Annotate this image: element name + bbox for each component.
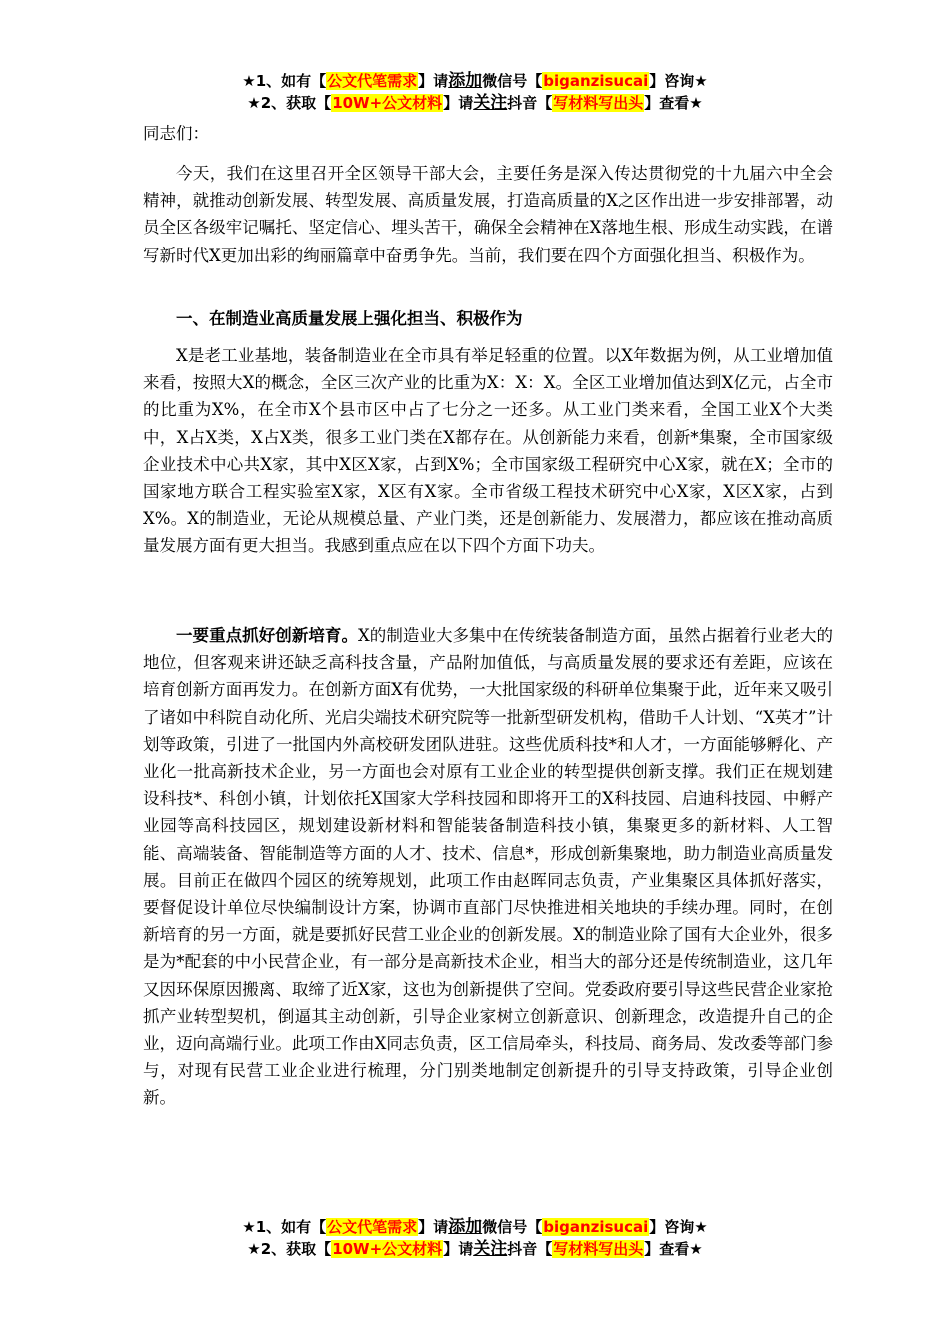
banner-text: 】查看★ <box>644 1240 703 1258</box>
emphasis-text: 关注 <box>473 93 508 113</box>
highlight-text: 写材料写出头 <box>553 94 644 112</box>
heading-text: 一、在制造业高质量发展上强化担当、积极作为 <box>176 309 523 328</box>
top-banner <box>0 70 950 114</box>
banner-text: 抖音【 <box>507 94 553 112</box>
paragraph-body: X的制造业大多集中在传统装备制造方面，虽然占据着行业老大的地位，但客观来讲还缺乏高科技含量，产品附加值低，与高质量发展的要求还有差距，应该在培育创新方面再发力。在创新方面X有优势，一大批国家级的科研单位集聚于此，近年来又吸引了诸如中科院自动化所、光启尖端技术研究院等一批新型研发机构，借助千人计划、“X英才”计划等政策，引进了一批国内外高校研发团队进驻。这些优质科技*和人才，一方面能够孵化、产业化一批高新技术企业，另一方面也会对原有工业企业的转型提供创新支撑。我们正在规划建设科技*、科创小镇，计划依托X国家大学科技园和即将开工的X科技园、启迪科技园、中孵产业园等高科技园区，规划建设新材料和智能装备制造科技小镇，集聚更多的新材料、人工智能、高端装备、智能制造等方面的人才、技术、信息*，形成创新集聚地，助力制造业高质量发展。目前正在做四个园区的统筹规划，此项工作由赵晖同志负责，产业集聚区具体抓好落实，要督促设计单位尽快编制设计方案，协调市直部门尽快推进相关地块的手续办理。同时，在创新培育的另一方面，就是要抓好民营工业企业的创新发展。X的制造业除了国有大企业外，很多是为*配套的中小民营企业，有一部分是高新技术企业，相当大的部分还是传统制造业，这几年又因环保原因搬离、取缔了近X家，这也为创新提供了空间。党委政府要引导这些民营企业家抢抓产业转型契机，倒逼其主动创新，引导企业家树立创新意识、创新理念，改造提升自己的企业，迈向高端行业。此项工作由X同志负责，区工信局牵头，科技局、商务局、发改委等部门参与，对现有民营工业企业进行梳理，分门别类地制定创新提升的引导支持政策，引导企业创新。 <box>143 626 834 1108</box>
emphasis-text: 关注 <box>473 1239 508 1259</box>
banner-text: 】请 <box>443 94 474 112</box>
paragraph-2 <box>143 622 833 1112</box>
banner-text: 】请 <box>418 72 449 90</box>
highlight-text: 公文代笔需求 <box>327 72 418 90</box>
banner-text: 1、如有【 <box>255 1218 327 1236</box>
paragraph-lead: 一要重点抓好创新培育。 <box>176 626 358 645</box>
salutation: 同志们： <box>143 124 209 143</box>
emphasis-text: 添加 <box>448 71 483 91</box>
bottom-banner <box>0 1216 950 1260</box>
banner-text: 微信号【 <box>482 1218 543 1236</box>
banner-text: 抖音【 <box>507 1240 553 1258</box>
banner-line-1 <box>0 1216 950 1238</box>
emphasis-text: 添加 <box>448 1217 483 1237</box>
star-glyph: ★ <box>242 1218 256 1236</box>
highlight-text: biganzisucai <box>543 1218 649 1236</box>
paragraph-1: X是老工业基地，装备制造业在全市具有举足轻重的位置。以X年数据为例，从工业增加值来看，按照大X的概念，全区三次产业的比重为X：X：X。全区工业增加值达到X亿元，占全市的比重为X%，在全市X个县市区中占了七分之一还多。从工业门类来看，全国工业X个大类中，X占X类，X占X类，很多工业门类在X都存在。从创新能力来看，创新*集聚，全市国家级企业技术中心共X家，其中X区X家，占到X%；全市国家级工程研究中心X家，就在X；全市的国家地方联合工程实验室X家，X区有X家。全市省级工程技术研究中心X家，X区X家，占到X%。X的制造业，无论从规模总量、产业门类，还是创新能力、发展潜力，都应该在推动高质量发展方面有更大担当。我感到重点应在以下四个方面下功夫。 <box>143 346 833 556</box>
banner-line-2 <box>0 92 950 114</box>
banner-text: 】请 <box>443 1240 474 1258</box>
paragraph-1-section <box>143 342 833 560</box>
highlight-text: 写材料写出头 <box>553 1240 644 1258</box>
paragraph-2-section <box>143 622 833 1112</box>
star-glyph: ★ <box>242 72 256 90</box>
highlight-text: 公文代笔需求 <box>327 1218 418 1236</box>
banner-text: 微信号【 <box>482 72 543 90</box>
banner-text: 】咨询★ <box>649 1218 708 1236</box>
banner-line-1 <box>0 70 950 92</box>
intro-section <box>143 160 833 269</box>
star-glyph: ★ <box>247 1240 261 1258</box>
highlight-text: 10W+公文材料 <box>332 1240 443 1258</box>
intro-paragraph: 今天，我们在这里召开全区领导干部大会，主要任务是深入传达贯彻党的十九届六中全会精神，就推动创新发展、转型发展、高质量发展，打造高质量的X之区作出进一步安排部署，动员全区各级牢记嘱托、坚定信心、埋头苦干，确保全会精神在X落地生根、形成生动实践，在谱写新时代X更加出彩的绚丽篇章中奋勇争先。当前，我们要在四个方面强化担当、积极作为。 <box>143 164 833 265</box>
banner-text: 】请 <box>418 1218 449 1236</box>
highlight-text: 10W+公文材料 <box>332 94 443 112</box>
banner-text: 1、如有【 <box>255 72 327 90</box>
banner-line-2 <box>0 1238 950 1260</box>
banner-text: 2、获取【 <box>260 1240 332 1258</box>
highlight-text: biganzisucai <box>543 72 649 90</box>
banner-text: 】查看★ <box>644 94 703 112</box>
banner-text: 】咨询★ <box>649 72 708 90</box>
banner-text: 2、获取【 <box>260 94 332 112</box>
section-heading <box>143 305 833 332</box>
star-glyph: ★ <box>247 94 261 112</box>
